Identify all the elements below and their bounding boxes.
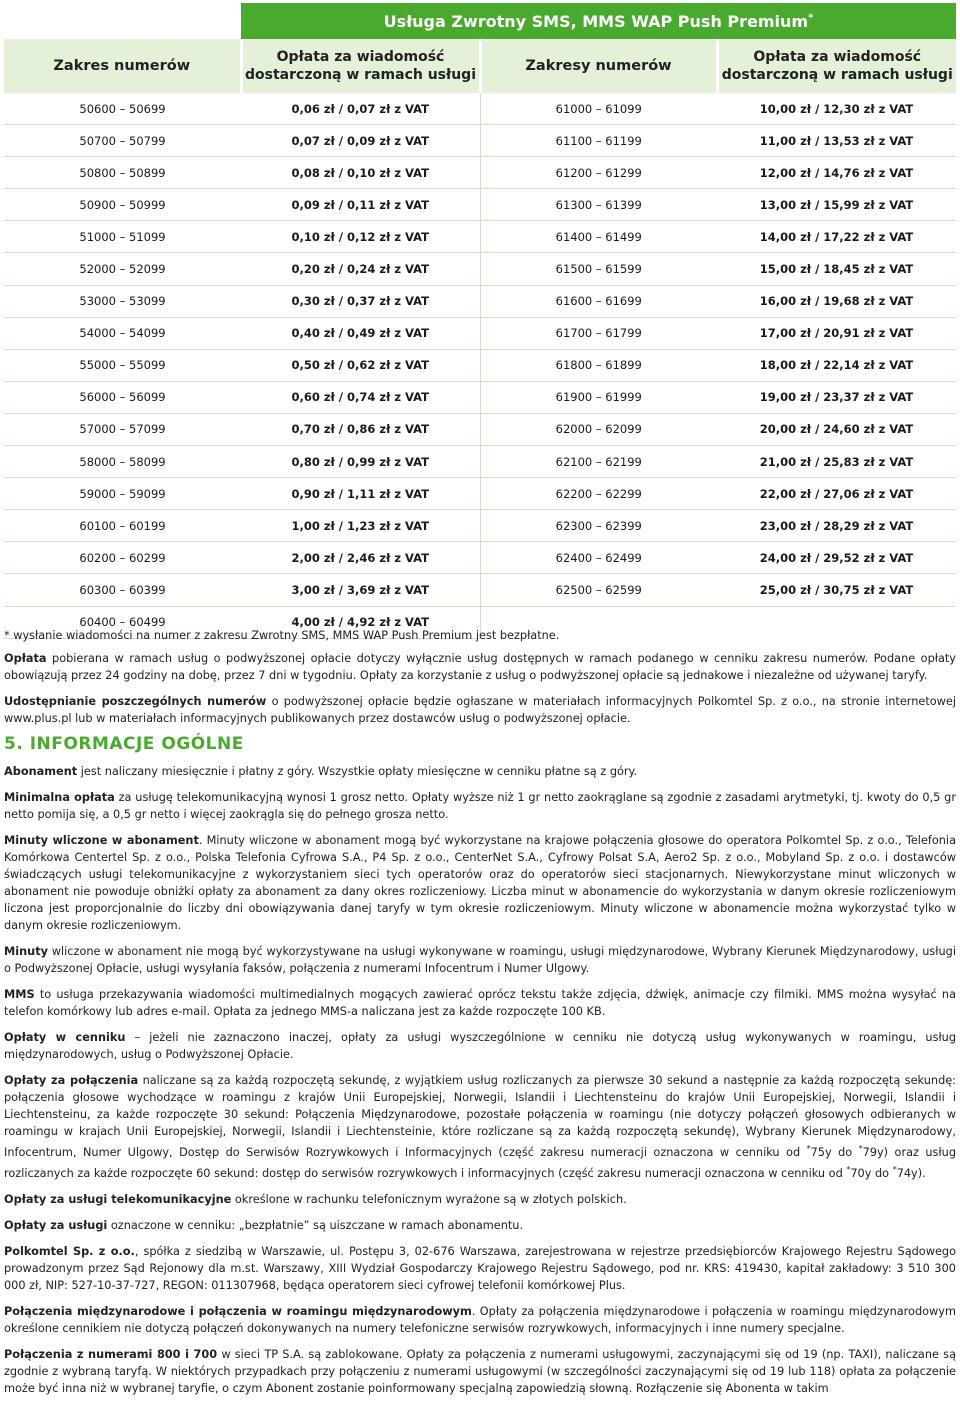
fee-cell: 0,90 zł / 1,11 zł z VAT — [241, 478, 480, 510]
number-range-cell: 53000 – 53099 — [4, 285, 241, 317]
number-range-cell-2: 61700 – 61799 — [480, 317, 717, 349]
number-range-cell-2: 62200 – 62299 — [480, 478, 717, 510]
fee-cell: 0,09 zł / 0,11 zł z VAT — [241, 189, 480, 221]
fee-cell-2: 16,00 zł / 19,68 zł z VAT — [717, 285, 956, 317]
number-range-cell: 59000 – 59099 — [4, 478, 241, 510]
table-row — [4, 349, 956, 381]
number-range-cell: 60400 – 60499 — [4, 606, 241, 638]
fee-cell-2: 25,00 zł / 30,75 zł z VAT — [717, 574, 956, 606]
fee-cell-2: 12,00 zł / 14,76 zł z VAT — [717, 157, 956, 189]
number-range-cell: 54000 – 54099 — [4, 317, 241, 349]
table-row — [4, 285, 956, 317]
fee-cell: 0,06 zł / 0,07 zł z VAT — [241, 93, 480, 125]
fee-cell: 0,80 zł / 0,99 zł z VAT — [241, 446, 480, 478]
number-range-cell-2: 61000 – 61099 — [480, 93, 717, 125]
number-range-cell: 60300 – 60399 — [4, 574, 241, 606]
fee-cell-2: 10,00 zł / 12,30 zł z VAT — [717, 93, 956, 125]
fee-cell-2: 13,00 zł / 15,99 zł z VAT — [717, 189, 956, 221]
table-title-text: Usługa Zwrotny SMS, MMS WAP Push Premium — [383, 11, 809, 31]
footnote: * wysłanie wiadomości na numer z zakresu Zwrotny SMS, MMS WAP Push Premium jest bezpłatne. — [4, 629, 560, 642]
fee-cell: 0,40 zł / 0,49 zł z VAT — [241, 317, 480, 349]
header-number-ranges: Zakresy numerów — [480, 39, 717, 93]
fee-cell: 0,50 zł / 0,62 zł z VAT — [241, 349, 480, 381]
fee-cell: 0,08 zł / 0,10 zł z VAT — [241, 157, 480, 189]
fee-cell: 1,00 zł / 1,23 zł z VAT — [241, 510, 480, 542]
number-range-cell: 51000 – 51099 — [4, 221, 241, 253]
number-range-cell: 50800 – 50899 — [4, 157, 241, 189]
number-range-cell: 57000 – 57099 — [4, 413, 241, 445]
call-charges-paragraph: Opłaty za połączenia naliczane są za każdą rozpoczętą sekundę, z wyjątkiem usług rozliczanych za pierwsze 30 sekund a następnie za każdą rozpoczętą sekundę: połączenia głosowe wychodzące w roamingu z krajów Unii Europejskiej, Norwegii, Islandii i Liechtensteinu do krajów Unii Europejskiej, Norwegii, Islandii i Liechtensteinu, za każde rozpoczęte 30 sekund: Połączenia Międzynarodowe, pozostałe połączenia w roamingu (nie dotyczy połączeń głosowych odbieranych w roamingu w krajach Unii Europejskiej, Norwegii, Islandii i Liechtensteinie, które rozliczane są za każdą rozpoczętą sekundę), Wybrany Kierunek Międzynarodowy, Infocentrum, Numer Ulgowy, Dostęp do Serwisów Rozrywkowych i Informacyjnych (część zakresu numeracji oznaczona w cenniku od *75y do *79y) oraz usług rozliczanych za każde rozpoczęte 60 sekund: dostęp do serwisów rozrywkowych i informacyjnych (część zakresu numeracji oznaczona w cenniku od *70y do *74y). — [4, 1074, 956, 1180]
table-row — [4, 413, 956, 445]
abonament-paragraph: Abonament jest naliczany miesięcznie i płatny z góry. Wszystkie opłaty miesięczne w cenniku płatne są z góry. — [4, 765, 638, 778]
table-row — [4, 317, 956, 349]
header-message-fee-2: Opłata za wiadomość dostarczoną w ramach usługi — [717, 39, 956, 93]
blocked-numbers-paragraph: Połączenia z numerami 800 i 700 w sieci TP S.A. są zablokowane. Opłaty za połączenia z numerami usługowymi, zaczynającymi się od 19 (np. TAXI), naliczane są zgodnie z wybraną taryfą. W niektórych przypadkach przy połączeniu z numerami usługowymi (w szczególności zaczynającymi się od 19 lub 118) opłata za połączenie może być inna niż w wybranej taryfie, o czym Abonent zostanie poinformowany specjalną zapowiedzią słowną. Rozłączenie się Abonenta w takim — [4, 1347, 956, 1395]
header-message-fee: Opłata za wiadomość dostarczoną w ramach usługi — [241, 39, 480, 93]
fee-cell: 0,30 zł / 0,37 zł z VAT — [241, 285, 480, 317]
table-row — [4, 510, 956, 542]
table-row — [4, 574, 956, 606]
fee-cell: 0,10 zł / 0,12 zł z VAT — [241, 221, 480, 253]
fee-note: Opłata pobierana w ramach usług o podwyższonej opłacie dotyczy wyłącznie usług dostępnych w ramach podanego w cenniku zakresu numerów. Podane opłaty obowiązują przez 24 godziny na dobę, przez 7 dni w tygodniu. Opłaty za korzystanie z usług o podwyższonej opłacie są jednakowe i niezależne od używanej taryfy. — [4, 652, 956, 682]
services-fees-paragraph: Opłaty za usługi oznaczone w cenniku: „bezpłatnie” są uiszczane w ramach abonamentu. — [4, 1218, 524, 1232]
price-list-fees-paragraph: Opłaty w cenniku – jeżeli nie zaznaczono inaczej, opłaty za usługi wyszczególnione w cenniku nie dotyczą usług wykonywanych w roamingu, usług międzynarodowych, usług o Podwyższonej Opłacie. — [4, 1031, 956, 1061]
number-range-cell-2: 61300 – 61399 — [480, 189, 717, 221]
number-range-cell: 56000 – 56099 — [4, 381, 241, 413]
number-range-cell-2: 61800 – 61899 — [480, 349, 717, 381]
numbers-note: Udostępnianie poszczególnych numerów o podwyższonej opłacie będzie ogłaszane w materiałach informacyjnych Polkomtel Sp. z o.o., na stronie internetowej www.plus.pl lub w materiałach informacyjnych publikowanych przez dostawców usług o podwyższonej opłacie. — [4, 695, 956, 725]
table-row — [4, 381, 956, 413]
table-row — [4, 221, 956, 253]
fee-cell-2: 19,00 zł / 23,37 zł z VAT — [717, 381, 956, 413]
table-row — [4, 125, 956, 157]
table-row — [4, 542, 956, 574]
table-title — [241, 3, 956, 39]
mms-paragraph: MMS to usługa przekazywania wiadomości multimedialnych mogących zawierać oprócz tekstu także zdjęcia, dźwięk, animacje czy filmiki. MMS można wysyłać na telefon komórkowy lub adres e-mail. Opłata za jednego MMS-a naliczana jest za każde rozpoczęte 100 KB. — [4, 988, 956, 1018]
fee-cell: 0,07 zł / 0,09 zł z VAT — [241, 125, 480, 157]
minimum-fee-paragraph: Minimalna opłata za usługę telekomunikacyjną wynosi 1 grosz netto. Opłaty wyższe niż 1 gr netto zaokrąglane są zgodnie z zasadami arytmetyki, tj. kwoty do 0,5 gr netto pomija się, a 0,5 gr netto i więcej zaokrągla się do pełnego grosza netto. — [4, 791, 956, 821]
table-row — [4, 446, 956, 478]
minutes-restrictions-paragraph: Minuty wliczone w abonament nie mogą być wykorzystywane na usługi wykonywane w roamingu, usługi międzynarodowe, Wybrany Kierunek Międzynarodowy, usługi o Podwyższonej Opłacie, usługi wysyłania faksów, połączenia z numerami Infocentrum i Numer Ulgowy. — [4, 945, 956, 975]
fee-cell: 0,60 zł / 0,74 zł z VAT — [241, 381, 480, 413]
fee-cell-2: 22,00 zł / 27,06 zł z VAT — [717, 478, 956, 510]
section-heading: 5. INFORMACJE OGÓLNE — [4, 734, 244, 754]
table-title-footnote-mark: * — [808, 12, 814, 24]
fee-cell: 4,00 zł / 4,92 zł z VAT — [241, 606, 480, 638]
fee-cell-2: 23,00 zł / 28,29 zł z VAT — [717, 510, 956, 542]
fee-cell: 3,00 zł / 3,69 zł z VAT — [241, 574, 480, 606]
fee-cell-2: 15,00 zł / 18,45 zł z VAT — [717, 253, 956, 285]
header-number-range: Zakres numerów — [4, 39, 241, 93]
fee-cell: 0,70 zł / 0,86 zł z VAT — [241, 413, 480, 445]
fee-cell-2: 14,00 zł / 17,22 zł z VAT — [717, 221, 956, 253]
table-row — [4, 93, 956, 125]
number-range-cell-2: 61900 – 61999 — [480, 381, 717, 413]
number-range-cell-2: 61200 – 61299 — [480, 157, 717, 189]
fee-cell: 2,00 zł / 2,46 zł z VAT — [241, 542, 480, 574]
number-range-cell: 52000 – 52099 — [4, 253, 241, 285]
number-range-cell: 58000 – 58099 — [4, 446, 241, 478]
table-row — [4, 189, 956, 221]
number-range-cell-2: 62500 – 62599 — [480, 574, 717, 606]
fee-cell-2: 20,00 zł / 24,60 zł z VAT — [717, 413, 956, 445]
number-range-cell-2: 61600 – 61699 — [480, 285, 717, 317]
number-range-cell: 60200 – 60299 — [4, 542, 241, 574]
table-row — [4, 157, 956, 189]
premium-sms-rate-table — [4, 3, 956, 639]
number-range-cell-2: 62100 – 62199 — [480, 446, 717, 478]
telecom-fees-paragraph: Opłaty za usługi telekomunikacyjne określone w rachunku telefonicznym wyrażone są w złotych polskich. — [4, 1192, 627, 1206]
notes-section — [4, 627, 956, 1406]
number-range-cell-2: 62400 – 62499 — [480, 542, 717, 574]
number-range-cell: 60100 – 60199 — [4, 510, 241, 542]
number-range-cell-2: 62300 – 62399 — [480, 510, 717, 542]
number-range-cell-2: 61500 – 61599 — [480, 253, 717, 285]
rate-rows — [4, 93, 956, 638]
fee-cell-2: 24,00 zł / 29,52 zł z VAT — [717, 542, 956, 574]
table-row — [4, 478, 956, 510]
number-range-cell-2: 62000 – 62099 — [480, 413, 717, 445]
company-info-paragraph: Polkomtel Sp. z o.o., spółka z siedzibą w Warszawie, ul. Postępu 3, 02-676 Warszawa, zarejestrowana w rejestrze przedsiębiorców Krajowego Rejestru Sądowego prowadzonym przez Sąd Rejonowy dla m.st. Warszawy, XIII Wydział Gospodarczy Krajowego Rejestru Sądowego, pod nr. KRS: 419430, kapitał zakładowy: 3 510 300 000 zł, NIP: 527-10-37-727, REGON: 011307968, będąca operatorem sieci cyfrowej telefonii komórkowej Plus. — [4, 1244, 956, 1292]
included-minutes-paragraph: Minuty wliczone w abonament. Minuty wliczone w abonament mogą być wykorzystane na krajowe połączenia głosowe do operatora Polkomtel Sp. z o.o., Telefonia Komórkowa Centertel Sp. z o.o., Polska Telefonia Cyfrowa S.A., P4 Sp. z o.o., CenterNet S.A., Cyfrowy Polsat S.A, Aero2 Sp. z o.o., Mobyland Sp. z o.o. i dostawców świadczących usługi telekomunikacyjne z wykorzystaniem sieci tych operatorów oraz do operatorów sieci stacjonarnych. Niewykorzystane minut wliczonych w abonament nie powoduje obniżki opłaty za abonament za dany okres rozliczeniowy. Liczba minut w abonamencie do wykorzystania w danym okresie rozliczeniowym liczona jest proporcjonalnie do liczby dni obowiązywania danej taryfy w tym okresie rozliczeniowym. Minuty wliczone w abonamencie można wykorzystać tylko w danym okresie rozliczeniowym. — [4, 834, 956, 932]
number-range-cell: 50600 – 50699 — [4, 93, 241, 125]
number-range-cell: 50700 – 50799 — [4, 125, 241, 157]
fee-cell-2: 18,00 zł / 22,14 zł z VAT — [717, 349, 956, 381]
fee-cell: 0,20 zł / 0,24 zł z VAT — [241, 253, 480, 285]
number-range-cell-2: 61100 – 61199 — [480, 125, 717, 157]
table-row — [4, 253, 956, 285]
fee-cell-2: 17,00 zł / 20,91 zł z VAT — [717, 317, 956, 349]
number-range-cell: 55000 – 55099 — [4, 349, 241, 381]
number-range-cell: 50900 – 50999 — [4, 189, 241, 221]
international-calls-paragraph: Połączenia międzynarodowe i połączenia w roamingu międzynarodowym. Opłaty za połączenia międzynarodowe i połączenia w roamingu międzynarodowym określone cennikiem nie dotyczą połączeń dokonywanych na numery telefoniczne serwisów rozrywkowych, informacyjnych i inne numery specjalne. — [4, 1304, 956, 1335]
fee-cell-2: 21,00 zł / 25,83 zł z VAT — [717, 446, 956, 478]
fee-cell-2: 11,00 zł / 13,53 zł z VAT — [717, 125, 956, 157]
number-range-cell-2: 61400 – 61499 — [480, 221, 717, 253]
